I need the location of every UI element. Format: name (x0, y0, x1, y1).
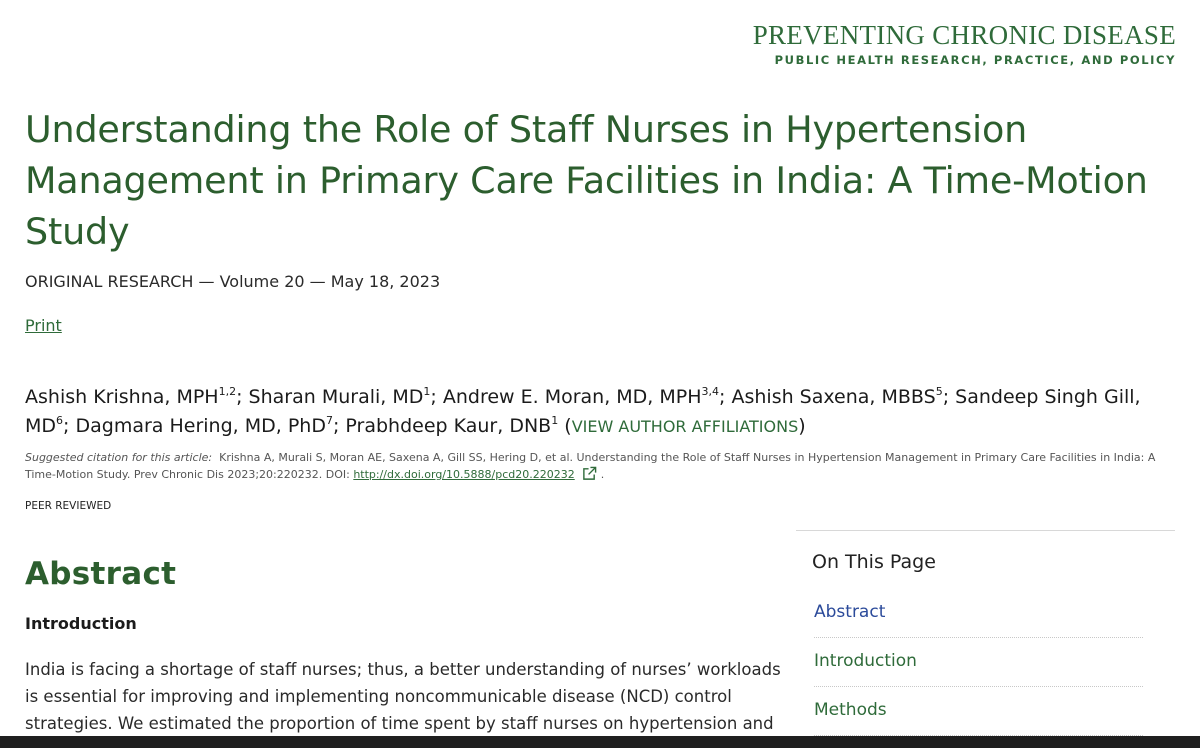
author-affiliation-number: 1,2 (218, 384, 237, 398)
journal-subtitle: PUBLIC HEALTH RESEARCH, PRACTICE, AND POLICY (774, 53, 1176, 67)
citation-label: Suggested citation for this article: (25, 451, 213, 464)
author-separator: ; (719, 386, 732, 408)
author-name: Andrew E. Moran, MD, MPH (442, 386, 702, 408)
on-this-page-list (814, 590, 1143, 736)
on-this-page-title: On This Page (812, 551, 936, 573)
author-list (25, 383, 1175, 441)
abstract-heading: Abstract (25, 556, 177, 592)
citation-text: Krishna A, Murali S, Moran AE, Saxena A, Gill SS, Hering D, et al. Understanding the Role of Staff Nurses in Hypertension Management in Primary Care Facilities in India: A Time-Motion Study. Prev Chronic Dis 2023;20:220232. DOI: (25, 451, 1156, 481)
affiliations-close-paren: ) (798, 415, 806, 437)
author-separator: ; (942, 386, 956, 408)
article-meta: ORIGINAL RESEARCH — Volume 20 — May 18, 2023 (25, 272, 441, 291)
affiliations-open-paren: ( (564, 415, 572, 437)
view-author-affiliations-link[interactable]: VIEW AUTHOR AFFILIATIONS (571, 417, 799, 436)
peer-reviewed-label: PEER REVIEWED (25, 500, 112, 512)
author-affiliation-number: 5 (935, 384, 943, 398)
on-this-page-item-abstract[interactable]: Abstract (814, 590, 1143, 638)
introduction-heading: Introduction (25, 614, 137, 633)
article-title: Understanding the Role of Staff Nurses in Hypertension Management in Primary Care Facilities in India: A Time-Motion Study (25, 108, 1148, 253)
citation-end: . (600, 468, 605, 481)
suggested-citation (25, 450, 1175, 483)
doi-link[interactable]: http://dx.doi.org/10.5888/pcd20.220232 (353, 468, 575, 481)
author-name: Ashish Saxena, MBBS (731, 386, 936, 408)
author-affiliation-number: 1 (423, 384, 431, 398)
author-name: Sandeep Singh Gill, MD (25, 386, 1141, 437)
author-separator: ; (430, 386, 443, 408)
author-affiliation-number: 7 (325, 413, 333, 427)
author-affiliation-number: 6 (56, 413, 64, 427)
print-link[interactable]: Print (25, 316, 62, 335)
external-link-icon[interactable] (582, 466, 597, 481)
on-this-page-item-introduction[interactable]: Introduction (814, 639, 1143, 687)
author-affiliation-number: 3,4 (701, 384, 720, 398)
author-name: Ashish Krishna, MPH (25, 386, 219, 408)
journal-name: PREVENTING CHRONIC DISEASE (752, 20, 1176, 50)
introduction-paragraph: India is facing a shortage of staff nurses; thus, a better understanding of nurses’ workloads is essential for improving and implementing noncommunicable disease (NCD) control strategies. We estimated the proportion of time spent by staff nurses on hypertension and (25, 660, 781, 733)
author-separator: ; (236, 386, 249, 408)
bottom-bar (0, 736, 1200, 748)
author-separator: ; (332, 415, 346, 437)
on-this-page-item-methods[interactable]: Methods (814, 688, 1143, 736)
sidebar-divider (796, 530, 1175, 531)
author-affiliation-number: 1 (551, 413, 559, 427)
journal-masthead[interactable] (753, 20, 1176, 67)
author-name: Sharan Murali, MD (248, 386, 424, 408)
author-name: Dagmara Hering, MD, PhD (75, 415, 326, 437)
author-separator: ; (63, 415, 76, 437)
author-name: Prabhdeep Kaur, DNB (345, 415, 552, 437)
